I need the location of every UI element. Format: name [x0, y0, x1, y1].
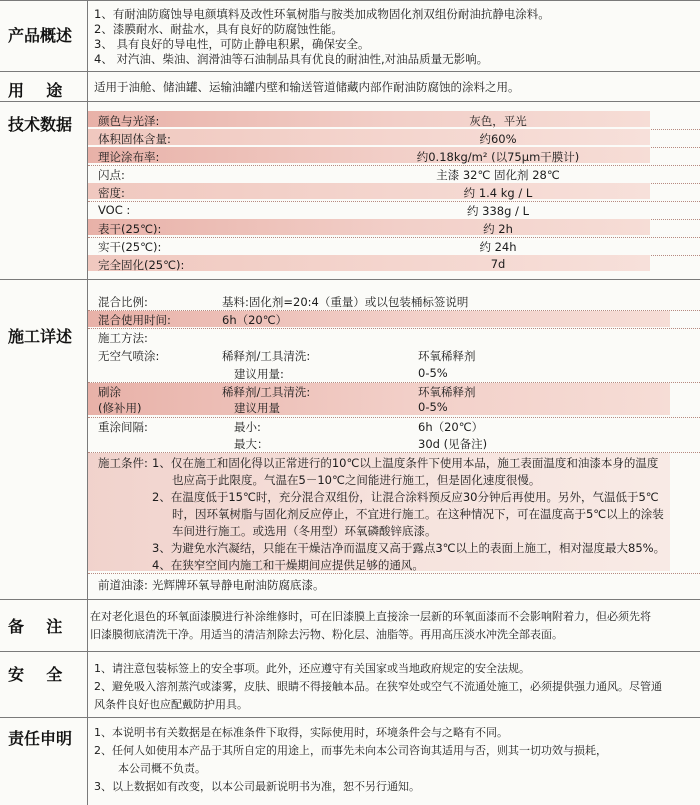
- brush-dosage-value: 0-5%: [418, 400, 448, 414]
- section-label-disclaimer: 责任申明: [0, 718, 88, 805]
- section-usage: [0, 72, 700, 102]
- section-overview: [0, 0, 700, 72]
- airless-dosage-label: 建议用量:: [234, 367, 284, 381]
- airless-thinner-label: 稀释剂/工具清洗:: [222, 349, 311, 363]
- conditions-line: 也应高于此限度。气温在5－10℃之间能进行施工，但是固化速度很慢。: [172, 473, 541, 487]
- airless-label: 无空气喷涂:: [98, 349, 160, 363]
- tech-row: 表干(25℃): 约 2h: [88, 219, 700, 236]
- disclaimer-line-4: 3、以上数据如有改变，以本公司最新说明书为准，恕不另行通知。: [94, 780, 420, 793]
- conditions-line: 时，因环氧树脂与固化剂反应停止，不宜进行施工。在这种情况下，可在温度高于5℃以上的涂装: [172, 507, 664, 521]
- section-safety: [0, 652, 700, 718]
- disclaimer-line-1: 1、本说明书有关数据是在标准条件下取得，实际使用时，环境条件会与之略有不同。: [94, 726, 508, 739]
- section-label-remarks: 备 注: [0, 600, 88, 651]
- remarks-line-2: 旧漆膜彻底清洗干净。用适当的清洁剂除去污物、粉化层、油脂等。再用高压淡水冲洗全部表面。: [90, 628, 563, 641]
- conditions-label: 施工条件:: [98, 456, 148, 470]
- tech-table: [88, 102, 700, 279]
- safety-line-3: 风条件良好也应配戴防护用具。: [94, 698, 248, 711]
- tech-row: 完全固化(25℃): 7d: [88, 255, 700, 272]
- method-label: 施工方法:: [98, 331, 148, 345]
- recoat-label: 重涂间隔:: [98, 420, 148, 434]
- tech-row: 理论涂布率: 约0.18kg/m² (以75μm干膜计): [88, 147, 700, 164]
- overview-line-2: 2、漆膜耐水、耐盐水，具有良好的防腐蚀性能。: [94, 22, 343, 36]
- airless-thinner-value: 环氧稀释剂: [418, 349, 476, 363]
- airless-dosage-value: 0-5%: [418, 366, 448, 380]
- primer-label: 前道油漆:: [98, 578, 148, 592]
- overview-line-3: 3、 具有良好的导电性，可防止静电积累，确保安全。: [94, 37, 370, 51]
- recoat-max-value: 30d (见备注): [418, 437, 488, 451]
- application-table: [88, 280, 700, 599]
- brush-thinner-value: 环氧稀释剂: [418, 385, 476, 399]
- tech-row: 闪点: 主漆 32℃ 固化剂 28℃: [98, 168, 560, 182]
- recoat-max-label: 最大：: [234, 437, 269, 451]
- section-remarks: [0, 600, 700, 652]
- section-label-usage: 用 途: [0, 72, 88, 101]
- conditions-line: 1、仅在施工和固化得以正常进行的10℃以上温度条件下使用本品，施工表面温度和油漆本身的温度: [152, 456, 659, 470]
- section-label-safety: 安 全: [0, 652, 88, 717]
- pot-life-label: 混合使用时间:: [98, 313, 171, 327]
- conditions-line: 4、在狭窄空间内施工和干燥期间应提供足够的通风。: [152, 558, 424, 572]
- overview-line-1: 1、有耐油防腐蚀导电颜填料及改性环氧树脂与胺类加成物固化剂双组份耐油抗静电涂料。: [94, 7, 550, 21]
- disclaimer-line-2: 2、任何人如使用本产品于其所自定的用途上，而事先未向本公司咨询其适用与否，则其一切功效与损耗，: [94, 744, 607, 757]
- overview-line-4: 4、 对汽油、柴油、润滑油等石油制品具有优良的耐油性,对油品质量无影响。: [94, 52, 489, 66]
- brush-sub-label: (修补用): [98, 401, 142, 415]
- mix-ratio-value: 基料:固化剂=20:4（重量）或以包装桶标签说明: [222, 295, 469, 309]
- section-application: [0, 280, 700, 600]
- tech-row: 颜色与光泽: 灰色，平光: [88, 111, 700, 128]
- tech-row: 体积固体含量: 约60%: [88, 129, 700, 146]
- conditions-line: 3、为避免水汽凝结，只能在干燥洁净而温度又高于露点3℃以上的表面上施工，相对湿度最大85%。: [152, 541, 666, 555]
- section-label-overview: 产品概述: [0, 1, 88, 71]
- primer-value: 光辉牌环氧导静电耐油防腐底漆。: [152, 578, 325, 592]
- brush-label: 刷涂: [98, 385, 121, 399]
- brush-dosage-label: 建议用量: [234, 401, 280, 415]
- safety-line-1: 1、请注意包装标签上的安全事项。此外，还应遵守有关国家或当地政府规定的安全法规。: [94, 662, 530, 675]
- tech-row: VOC : 约 338g / L: [98, 203, 529, 218]
- disclaimer-line-3: 本公司概不负责。: [118, 762, 206, 775]
- usage-text: 适用于油舱、储油罐、运输油罐内壁和输送管道储藏内部作耐油防腐蚀的涂料之用。: [94, 80, 520, 94]
- section-label-application: 施工详述: [0, 280, 88, 599]
- mix-ratio-label: 混合比例:: [98, 295, 148, 309]
- tech-row: 实干(25℃): 约 24h: [98, 240, 517, 254]
- section-disclaimer: [0, 718, 700, 805]
- tech-row: 密度: 约 1.4 kg / L: [88, 183, 700, 200]
- conditions-line: 2、在温度低于15℃时，充分混合双组份，让混合涂料预反应30分钟后再使用。另外，气温低于5℃: [152, 490, 659, 504]
- recoat-min-label: 最小:: [234, 420, 261, 434]
- safety-line-2: 2、避免吸入溶剂蒸汽或漆雾，皮肤、眼睛不得接触本品。在狭窄处或空气不流通处施工，必须提供强力通风。尽管通: [94, 680, 662, 693]
- conditions-line: 车间进行施工。或选用（冬用型）环氧磷酸锌底漆。: [172, 524, 437, 538]
- recoat-min-value: 6h（20℃）: [418, 420, 484, 434]
- section-tech: [0, 102, 700, 280]
- pot-life-value: 6h（20℃）: [222, 313, 288, 327]
- section-label-tech: 技术数据: [0, 102, 88, 279]
- brush-thinner-label: 稀释剂/工具清洗:: [222, 385, 311, 399]
- remarks-line-1: 在对老化退色的环氧面漆膜进行补涂维修时，可在旧漆膜上直接涂一层新的环氧面漆而不会影响附着力，但必须先将: [90, 610, 651, 623]
